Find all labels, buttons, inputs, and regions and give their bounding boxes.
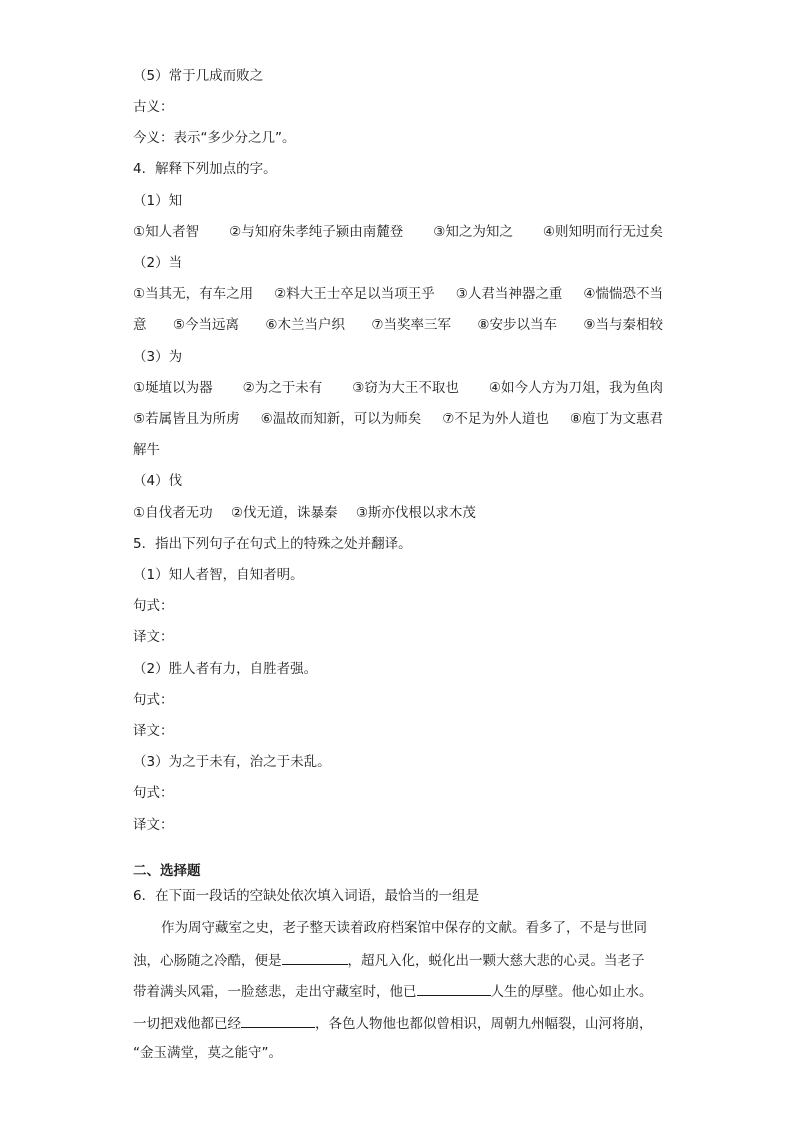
q4-wei-item: ③窃为大王不取也 xyxy=(352,380,459,396)
q4-zhi-item: ④则知明而行无过矣 xyxy=(542,224,663,240)
q4-dang-label: （2）当 xyxy=(133,255,183,271)
q4-wei-item: ①埏埴以为器 xyxy=(133,380,213,396)
q4-dang-item: ②料大王士卒足以当项王乎 xyxy=(274,286,435,302)
q6-passage-line: 作为周守藏室之史，老子整天读着政府档案馆中保存的文献。看多了，不是与世同 xyxy=(161,920,647,936)
q4-fa-items xyxy=(133,504,476,522)
q4-dang-item: ⑦当奖率三军 xyxy=(371,317,451,333)
q6-text: 浊，心肠随之冷酷，便是 xyxy=(133,953,282,969)
q4-wei-item: ⑧庖丁为文惠君 xyxy=(569,411,663,427)
q6-passage-line xyxy=(133,950,645,970)
q4-wei-item: ②为之于未有 xyxy=(242,380,323,396)
q4-dang-row1 xyxy=(133,285,663,303)
q3-sub5: （5）常于几成而败之 xyxy=(133,68,264,84)
q4-dang-item: 意 xyxy=(133,317,147,333)
q4-dang-item: ③人君当神器之重 xyxy=(455,286,563,302)
q4-wei-row1 xyxy=(133,379,663,397)
blank-1[interactable] xyxy=(282,950,348,965)
q4-fa-item: ①自伐者无功 xyxy=(133,505,213,521)
q4-wei-row3: 解牛 xyxy=(133,442,160,458)
q4-wei-item: ④如今人方为刀俎，我为鱼肉 xyxy=(488,380,663,396)
q4-fa-item: ③斯亦伐根以求木茂 xyxy=(355,505,476,521)
q4-dang-item: ⑥木兰当户织 xyxy=(265,317,345,333)
q4-zhi-item: ③知之为知之 xyxy=(433,224,513,240)
q5-sentence-2: （2）胜人者有力，自胜者强。 xyxy=(133,661,318,677)
q5-sentence-3: （3）为之于未有，治之于未乱。 xyxy=(133,754,331,770)
q5-shi-label: 句式： xyxy=(133,692,174,708)
q4-wei-item: ⑥温故而知新，可以为师矣 xyxy=(260,411,422,427)
q4-wei-item: ⑦不足为外人道也 xyxy=(442,411,549,427)
q6-passage-line xyxy=(133,981,653,1001)
q4-fa-item: ②伐无道，诛暴秦 xyxy=(230,505,338,521)
q6-passage-line xyxy=(133,1013,653,1033)
q4-dang-item: ④惴惴恐不当 xyxy=(583,286,663,302)
q4-dang-item: ⑤今当远离 xyxy=(172,317,239,333)
q5-shi-label: 句式： xyxy=(133,598,174,614)
q6-passage-line: “金玉满堂，莫之能守”。 xyxy=(133,1045,282,1061)
q3-gu-yi: 古义： xyxy=(133,99,174,115)
q4-dang-item: ⑨当与秦相较 xyxy=(583,317,663,333)
q6-text: ，超凡入化，蜕化出一颗大慈大悲的心灵。当老子 xyxy=(347,953,645,969)
q5-yi-label: 译文： xyxy=(133,723,174,739)
q6-text: 带着满头风霜，一脸慈悲，走出守藏室时，他已 xyxy=(133,984,417,1000)
q5-yi-label: 译文： xyxy=(133,629,174,645)
q4-title: 4．解释下列加点的字。 xyxy=(133,161,277,177)
q4-wei-item: ⑤若属皆且为所虏 xyxy=(133,411,240,427)
q4-zhi-items xyxy=(133,223,663,241)
section-title: 二、选择题 xyxy=(133,863,201,879)
q4-dang-item: ①当其无，有车之用 xyxy=(133,286,254,302)
q4-dang-row2 xyxy=(133,316,663,334)
q4-zhi-label: （1）知 xyxy=(133,193,183,209)
q6-text: ，各色人物他也都似曾相识，周朝九州幅裂，山河将崩， xyxy=(315,1016,653,1032)
q6-text: 人生的厚壁。他心如止水。 xyxy=(490,984,653,1000)
q4-dang-item: ⑧安步以当车 xyxy=(477,317,557,333)
blank-3[interactable] xyxy=(241,1013,315,1028)
q4-wei-row2 xyxy=(133,410,663,428)
q5-sentence-1: （1）知人者智，自知者明。 xyxy=(133,567,304,583)
q6-title: 6．在下面一段话的空缺处依次填入词语，最恰当的一组是 xyxy=(133,888,480,904)
q5-shi-label: 句式： xyxy=(133,785,174,801)
blank-2[interactable] xyxy=(417,981,491,996)
q4-zhi-item: ②与知府朱孝纯子颍由南麓登 xyxy=(229,224,404,240)
q6-text: 一切把戏他都已经 xyxy=(133,1016,241,1032)
q4-wei-label: （3）为 xyxy=(133,349,183,365)
q4-zhi-item: ①知人者智 xyxy=(133,224,200,240)
q3-jin-yi: 今义：表示“多少分之几”。 xyxy=(133,130,296,146)
q5-title: 5．指出下列句子在句式上的特殊之处并翻译。 xyxy=(133,536,412,552)
q5-yi-label: 译文： xyxy=(133,817,174,833)
q4-fa-label: （4）伐 xyxy=(133,473,183,489)
